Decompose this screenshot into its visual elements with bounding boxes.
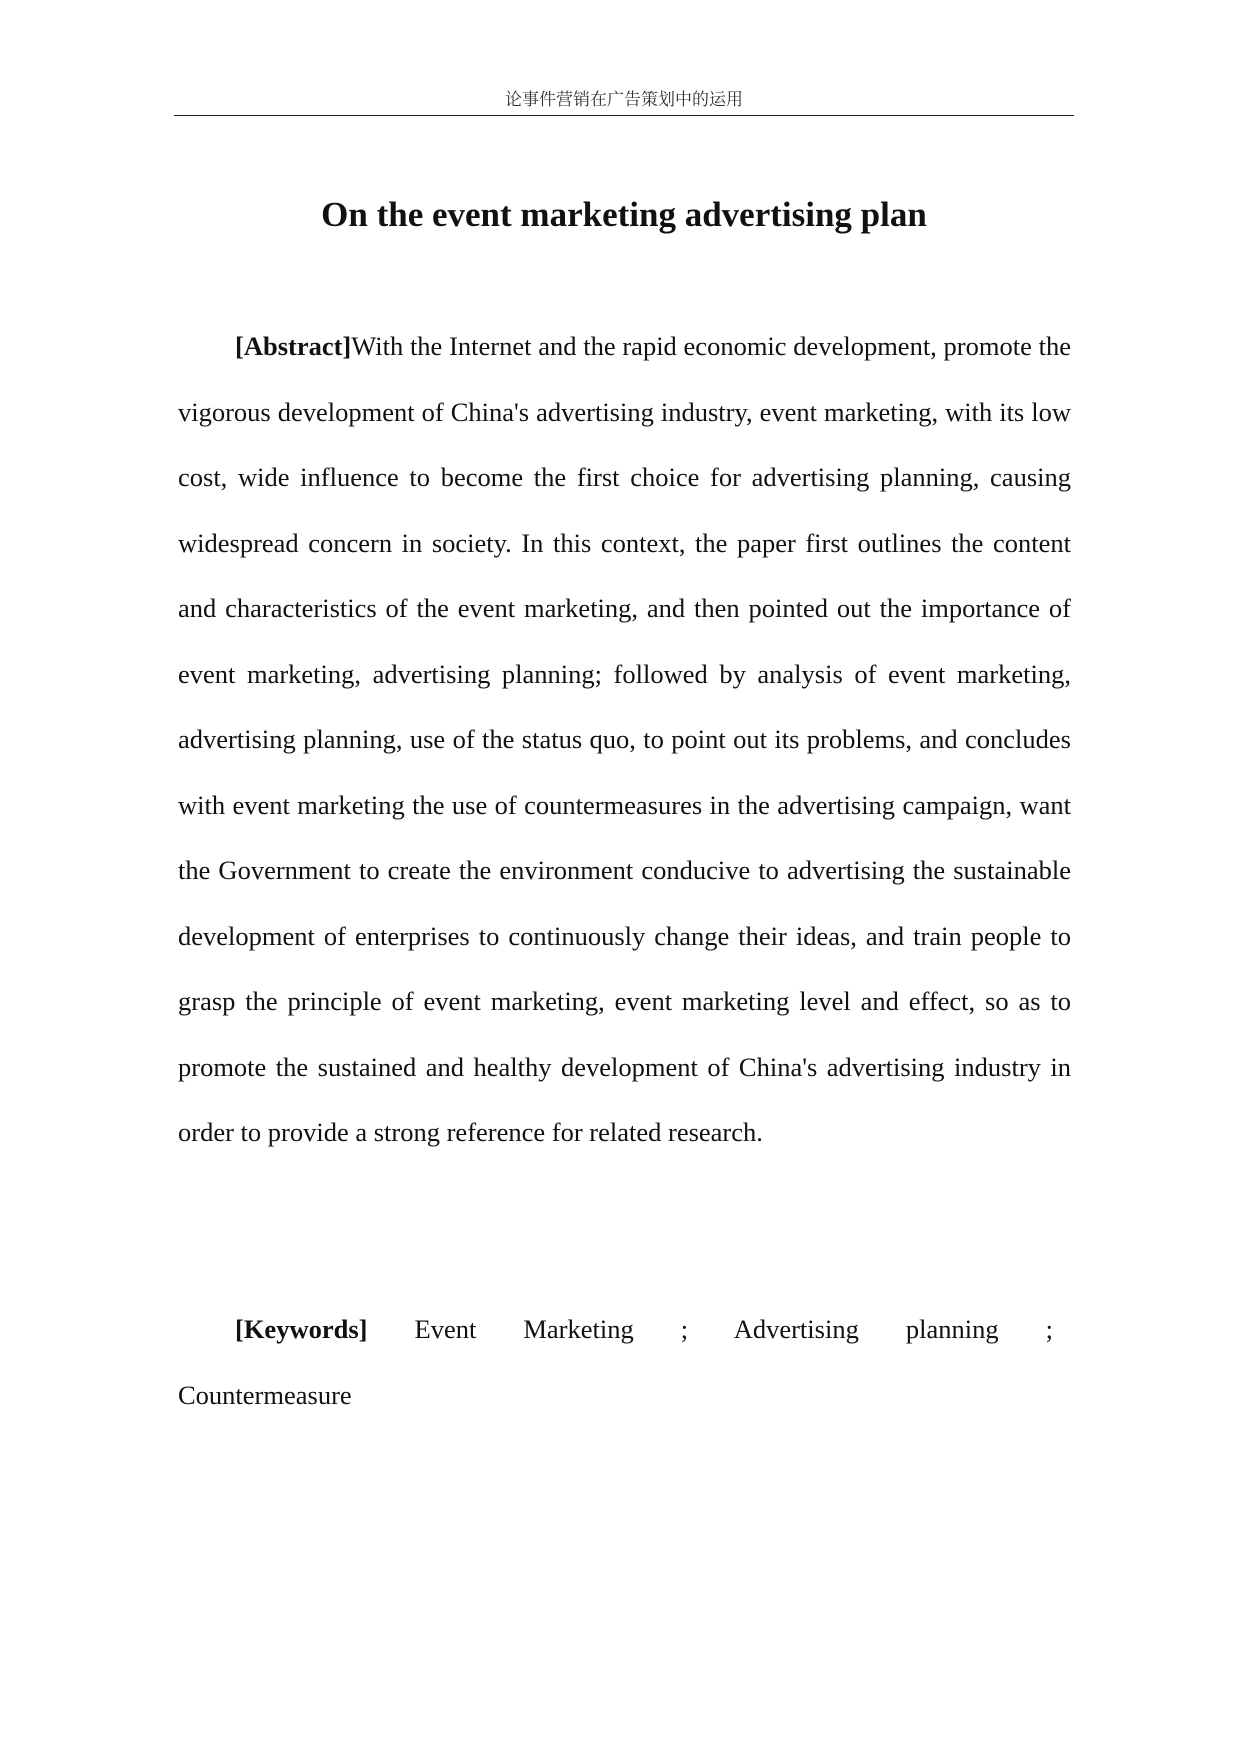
keywords-text: Event Marketing ; Advertising planning ; Countermeasure <box>178 1314 1053 1410</box>
abstract-paragraph <box>178 314 1071 1166</box>
abstract-text: With the Internet and the rapid economic development, promote the vigorous development of China's advertising industry, event marketing, with its low cost, wide influence to become the first choice for advertising planning, causing widespread concern in society. In this context, the paper first outlines the content and characteristics of the event marketing, and then pointed out the importance of event marketing, advertising planning; followed by analysis of event marketing, advertising planning, use of the status quo, to point out its problems, and concludes with event marketing the use of countermeasures in the advertising campaign, want the Government to create the environment conducive to advertising the sustainable development of enterprises to continuously change their ideas, and train people to grasp the principle of event marketing, event marketing level and effect, so as to promote the sustained and healthy development of China's advertising industry in order to provide a strong reference for related research. <box>178 331 1071 1147</box>
keywords-label: [Keywords] <box>235 1314 368 1344</box>
keywords-paragraph <box>178 1297 1053 1428</box>
document-title: On the event marketing advertising plan <box>321 195 927 234</box>
running-header: 论事件营销在广告策划中的运用 <box>505 90 743 110</box>
abstract-label: [Abstract] <box>235 331 352 361</box>
header-rule <box>174 115 1074 116</box>
